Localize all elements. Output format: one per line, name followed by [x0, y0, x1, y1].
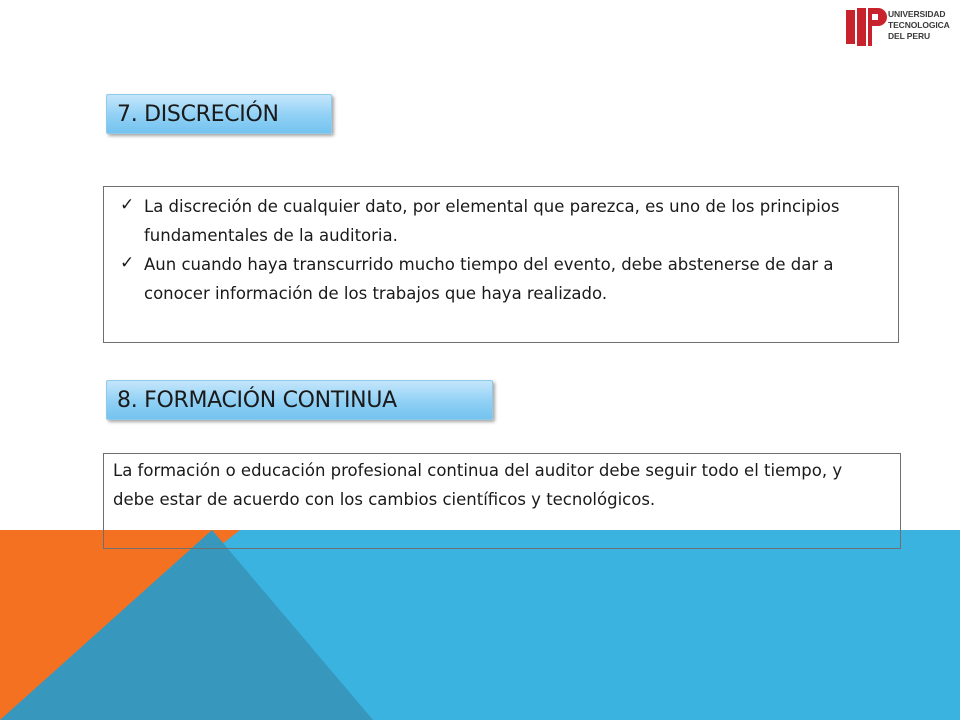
section-7-bullet-list	[112, 192, 890, 308]
bullet-item	[112, 250, 890, 308]
logo-line-1: UNIVERSIDAD	[888, 9, 946, 19]
section-7-title: 7. DISCRECIÓN	[106, 94, 332, 134]
section-8-body-text: La formación o educación profesional continua del auditor debe seguir todo el tiempo, y debe estar de acuerdo con los cambios científicos y tecnológicos.	[113, 461, 843, 509]
check-icon: ✓	[120, 195, 135, 215]
section-8-title: 8. FORMACIÓN CONTINUA	[106, 380, 493, 420]
check-icon: ✓	[120, 253, 135, 273]
utp-logo	[845, 5, 960, 49]
section-8-textbox	[103, 453, 901, 549]
logo-line-3: DEL PERU	[888, 31, 931, 41]
section-7-textbox	[103, 186, 899, 343]
bullet-text: La discreción de cualquier dato, por elemental que parezca, es uno de los principios fundamentales de la auditoria.	[144, 197, 840, 245]
utp-logo-mark	[845, 5, 887, 47]
logo-line-2: TECNOLOGICA	[888, 20, 950, 30]
utp-logo-text	[888, 9, 950, 42]
bullet-text: Aun cuando haya transcurrido mucho tiempo del evento, debe abstenerse de dar a conocer información de los trabajos que haya realizado.	[144, 255, 834, 303]
bullet-item	[112, 192, 890, 250]
